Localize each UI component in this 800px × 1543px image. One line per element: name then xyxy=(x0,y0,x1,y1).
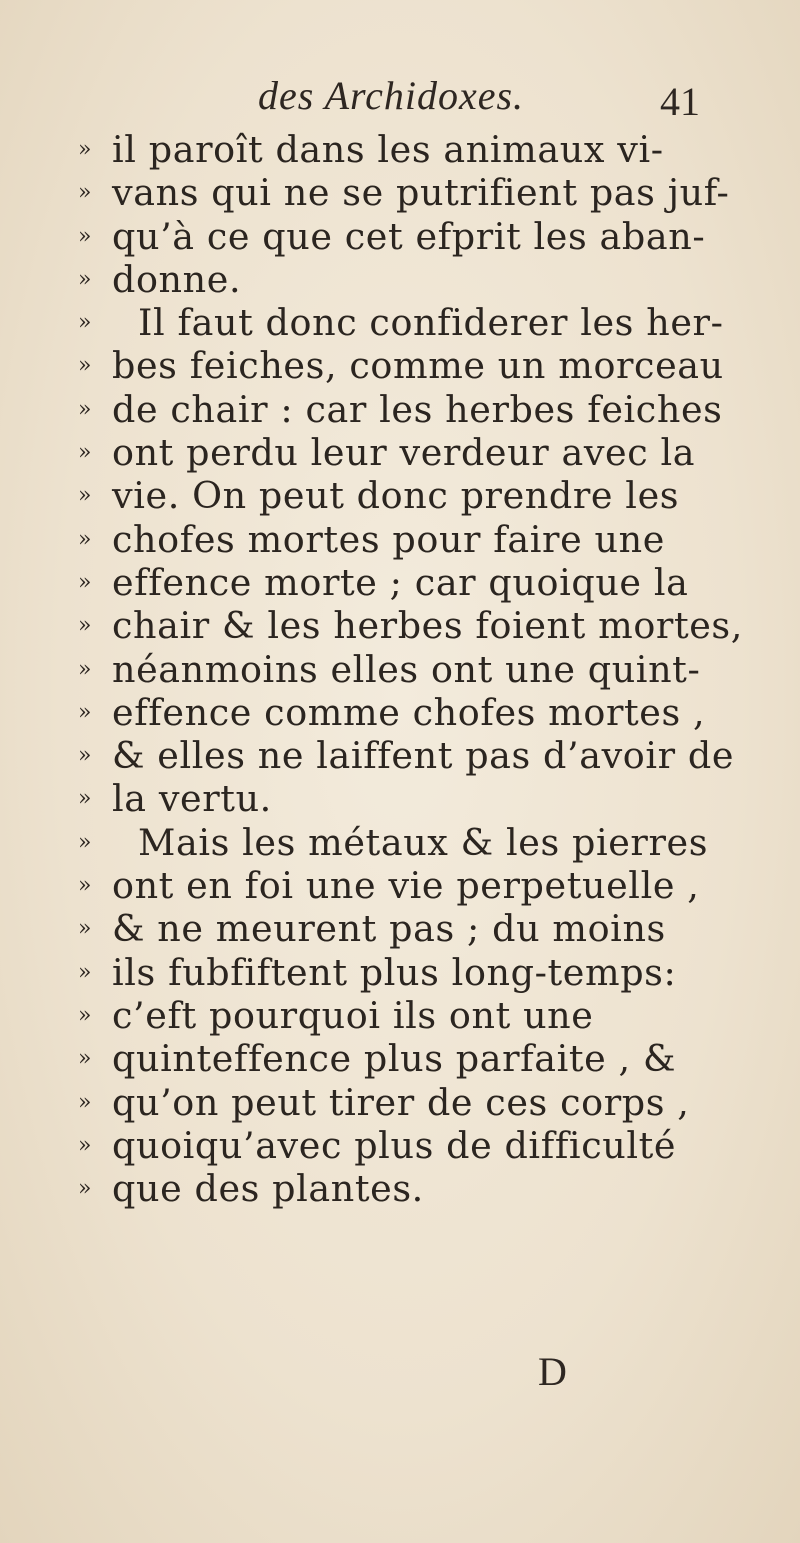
line-text: quinteffence plus parfaite , & xyxy=(112,1037,677,1081)
text-line xyxy=(78,215,718,258)
text-line xyxy=(78,994,718,1037)
quotation-mark: » xyxy=(78,1002,93,1028)
line-text: chofes mortes pour faire une xyxy=(112,517,665,561)
text-line xyxy=(78,1124,718,1167)
quotation-mark: » xyxy=(78,1132,93,1158)
quotation-mark: » xyxy=(78,699,93,725)
line-text: qu’à ce que cet efprit les aban- xyxy=(112,214,706,258)
text-line xyxy=(78,907,718,950)
quotation-mark: » xyxy=(78,1046,93,1072)
text-line xyxy=(78,821,718,864)
quotation-mark: » xyxy=(78,526,93,552)
line-text: de chair : car les herbes feiches xyxy=(112,387,723,431)
quotation-mark: » xyxy=(78,266,93,292)
quotation-mark: » xyxy=(78,959,93,985)
text-line xyxy=(78,648,718,691)
text-line xyxy=(78,561,718,604)
quotation-mark: » xyxy=(78,656,93,682)
line-text: chair & les herbes foient mortes, xyxy=(112,604,743,648)
quotation-mark: » xyxy=(78,396,93,422)
text-line xyxy=(78,387,723,431)
text-line xyxy=(78,474,718,517)
text-line xyxy=(78,951,718,994)
line-text: la vertu. xyxy=(112,777,272,821)
text-line xyxy=(78,518,718,561)
text-line xyxy=(78,604,743,648)
text-line xyxy=(78,128,718,171)
quotation-mark: » xyxy=(78,916,93,942)
line-text: bes feiches, comme un morceau xyxy=(112,344,724,388)
text-line xyxy=(78,431,718,474)
line-text: ils fubfiftent plus long-temps: xyxy=(112,950,677,994)
line-text: qu’on peut tirer de ces corps , xyxy=(112,1080,690,1124)
line-text: Mais les métaux & les pierres xyxy=(138,820,709,864)
line-text: effence morte ; car quoique la xyxy=(112,560,689,604)
quotation-mark: » xyxy=(78,569,93,595)
body-text xyxy=(78,128,743,1211)
page-number: 41 xyxy=(660,79,700,124)
line-text: donne. xyxy=(112,257,242,301)
line-text: & ne meurent pas ; du moins xyxy=(112,907,666,951)
quotation-mark: » xyxy=(78,137,93,162)
quotation-mark: » xyxy=(78,786,93,812)
text-line xyxy=(78,258,718,301)
text-line xyxy=(78,691,718,734)
quotation-mark: » xyxy=(78,829,93,855)
text-line xyxy=(78,1167,718,1210)
line-text: vie. On peut donc prendre les xyxy=(112,474,680,518)
line-text: Il faut donc confiderer les her- xyxy=(138,301,724,345)
line-text: néanmoins elles ont une quint- xyxy=(112,647,701,691)
quotation-mark: » xyxy=(78,180,93,206)
text-line xyxy=(78,864,718,907)
quotation-mark: » xyxy=(78,310,93,336)
quotation-mark: » xyxy=(78,353,93,379)
text-line xyxy=(78,1037,718,1080)
quotation-mark: » xyxy=(78,483,93,509)
quotation-mark: » xyxy=(78,873,93,899)
quotation-mark: » xyxy=(78,223,93,249)
line-text: que des plantes. xyxy=(112,1167,424,1211)
line-text: effence comme chofes mortes , xyxy=(112,690,706,734)
text-line xyxy=(78,734,735,778)
quotation-mark: » xyxy=(78,613,93,639)
line-text: ont perdu leur verdeur avec la xyxy=(112,431,696,475)
text-line xyxy=(78,1081,718,1124)
page-header xyxy=(0,72,800,122)
text-line xyxy=(78,171,730,215)
running-title: des Archidoxes. xyxy=(258,73,525,118)
text-line xyxy=(78,777,718,820)
line-text: il paroît dans les animaux vi- xyxy=(112,128,664,171)
line-text: ont en foi une vie perpetuelle , xyxy=(112,864,700,908)
quotation-mark: » xyxy=(78,440,93,466)
line-text: vans qui ne se putrifient pas juf- xyxy=(112,171,730,215)
line-text: & elles ne laiffent pas d’avoir de xyxy=(112,734,735,778)
quotation-mark: » xyxy=(78,743,93,769)
line-text: c’eft pourquoi ils ont une xyxy=(112,993,594,1037)
signature-mark: D xyxy=(538,1349,567,1394)
text-line xyxy=(78,301,724,345)
quotation-mark: » xyxy=(78,1176,93,1202)
quotation-mark: » xyxy=(78,1089,93,1115)
line-text: quoiqu’avec plus de difficulté xyxy=(112,1123,677,1167)
text-line xyxy=(78,344,724,388)
